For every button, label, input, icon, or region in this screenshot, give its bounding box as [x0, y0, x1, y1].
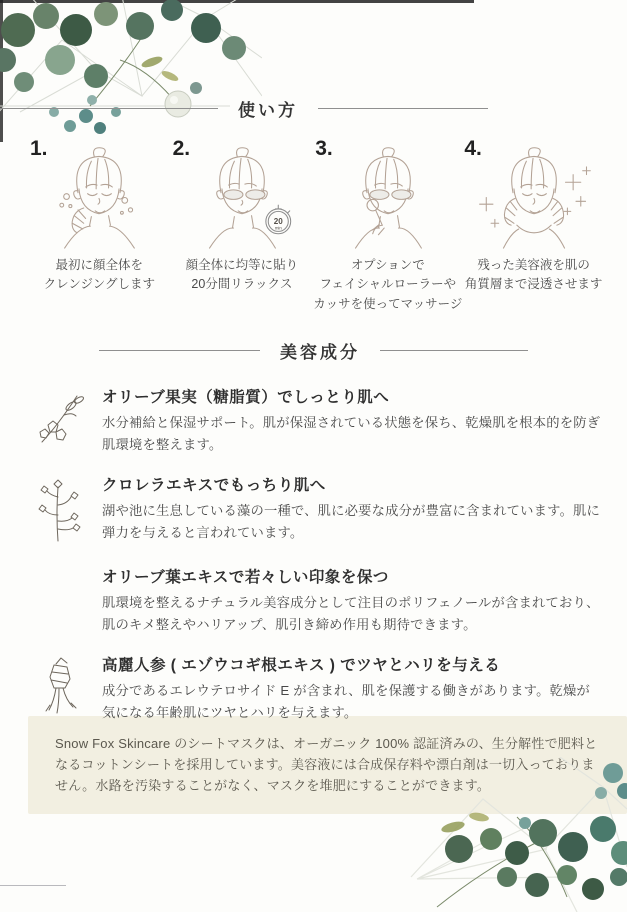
usage-section-header	[0, 96, 627, 121]
ingredient-body: 成分であるエレウテロサイド E が含まれ、肌を保護する働きがあります。乾燥が気になる年齢肌にツヤとハリを与えます。	[102, 683, 591, 721]
step-caption: 残った美容液を肌の 角質層まで浸透させます	[464, 258, 603, 292]
ingredient-olive-leaf	[32, 565, 603, 636]
usage-step-3	[313, 135, 462, 314]
scan-edge-top	[0, 0, 474, 3]
ingredient-title: オリーブ葉エキスで若々しい印象を保つ	[102, 569, 389, 587]
footnote-box	[28, 716, 627, 814]
ingredient-title: オリーブ果実（糖脂質）でしっとり肌へ	[102, 389, 390, 407]
ingredients-heading: 美容成分	[280, 343, 360, 363]
usage-step-1	[28, 135, 171, 314]
mask-relax-illustration	[179, 143, 305, 252]
svg-text:min: min	[274, 225, 282, 231]
step-number: 1.	[30, 137, 48, 160]
absorb-serum-illustration	[471, 143, 597, 252]
ingredient-olive-fruit	[32, 385, 603, 456]
step-caption: オプションで フェイシャルローラーや カッサを使ってマッサージ	[313, 258, 463, 311]
step-caption: 最初に顔全体を クレンジングします	[43, 258, 155, 292]
usage-heading: 使い方	[238, 101, 298, 120]
cleansing-face-illustration	[36, 143, 162, 252]
ingredient-ginseng	[32, 653, 603, 724]
roller-icon	[367, 199, 378, 210]
ingredient-chlorella	[32, 473, 603, 548]
massage-roller-illustration	[325, 143, 451, 252]
step-caption: 顔全体に均等に貼り 20分間リラックス	[185, 258, 299, 292]
olive-branch-icon	[32, 387, 88, 447]
ingredient-title: 高麗人参 ( エゾウコギ根エキス ) でツヤとハリを与える	[102, 657, 501, 675]
footnote-text: Snow Fox Skincare のシートマスクは、オーガニック 100% 認証済みの、生分解性で肥料となるコットンシートを採用しています。美容液には合成保存料や漂白剤は一切入っておりません。水路を汚染することがなく、マスクを堆肥にすることができます。	[55, 736, 598, 794]
ingredient-body: 湖や池に生息している藻の一種で、肌に必要な成分が豊富に含まれています。肌に弾力を与えると言われています。	[102, 503, 601, 541]
sparkle-icons	[479, 167, 590, 227]
usage-step-2	[171, 135, 314, 314]
chlorella-sprig-icon	[32, 475, 84, 543]
usage-step-4	[462, 135, 605, 314]
divider-line	[380, 350, 528, 351]
svg-text:20: 20	[273, 216, 283, 226]
step-number: 4.	[464, 137, 482, 160]
timer-badge-icon	[266, 205, 291, 234]
divider-line	[99, 350, 260, 351]
ingredient-body: 水分補給と保湿サポート。肌が保湿されている状態を保ち、乾燥肌を根本的を防ぎ肌環境を整えます。	[102, 415, 601, 453]
ingredient-body: 肌環境を整えるナチュラル美容成分として注目のポリフェノールが含まれており、肌のキメ整えやハリアップ、肌引き締め作用も期待できます。	[102, 595, 600, 633]
step-number: 3.	[315, 137, 333, 160]
ingredients-list	[32, 385, 603, 724]
step-number: 2.	[172, 137, 191, 160]
ginseng-root-icon	[32, 655, 88, 719]
ingredients-section-header	[99, 338, 627, 363]
eucalyptus-decoration-top-left	[0, 0, 262, 150]
divider-line	[0, 108, 218, 109]
scan-line-artifact	[0, 885, 66, 886]
divider-line	[318, 108, 488, 109]
usage-steps	[28, 135, 605, 314]
ingredient-title: クロレラエキスでもっちり肌へ	[102, 477, 326, 495]
